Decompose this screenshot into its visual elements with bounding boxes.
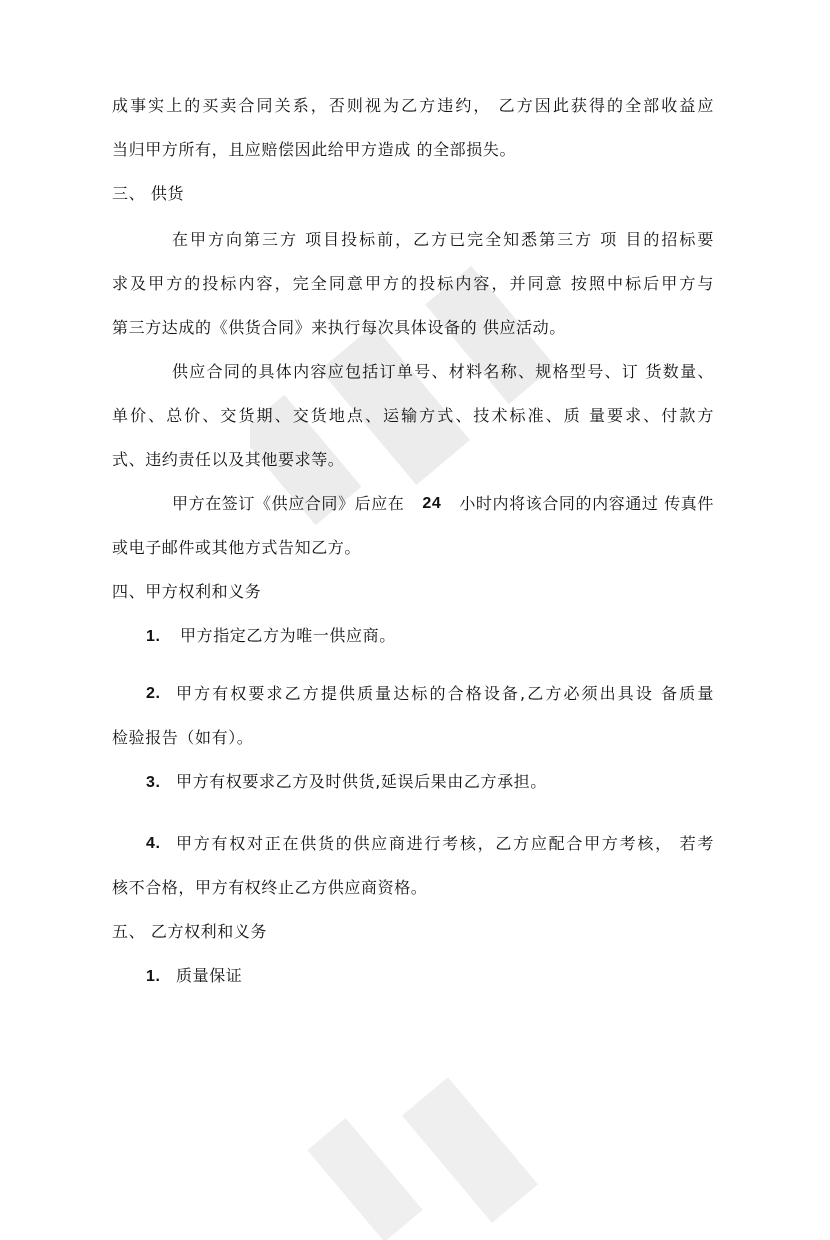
- text-segment: 小时内将该合同的内容通过 传真件: [459, 494, 714, 513]
- section-heading-5: 五、 乙方权利和义务: [112, 922, 268, 941]
- hours-number: 24: [422, 495, 442, 512]
- list-number: 1.: [146, 968, 161, 985]
- paragraph-line: 求及甲方的投标内容，完全同意甲方的投标内容，并同意 按照中标后甲方与: [112, 274, 714, 293]
- list-item: [146, 772, 547, 793]
- list-item: [146, 834, 714, 854]
- paragraph-line: 供应合同的具体内容应包括订单号、材料名称、规格型号、订 货数量、: [172, 362, 714, 381]
- list-number: 1.: [146, 628, 161, 645]
- list-number: 2.: [146, 685, 161, 702]
- paragraph-line: 式、违约责任以及其他要求等。: [112, 450, 345, 469]
- paragraph-line: 在甲方向第三方 项目投标前，乙方已完全知悉第三方 项 目的招标要: [172, 230, 714, 249]
- list-text: 质量保证: [176, 966, 243, 985]
- list-text: 甲方有权要求乙方及时供货,延误后果由乙方承担。: [176, 772, 547, 791]
- list-item: [146, 626, 396, 647]
- paragraph-line: 当归甲方所有，且应赔偿因此给甲方造成 的全部损失。: [112, 140, 517, 159]
- list-text: 甲方指定乙方为唯一供应商。: [180, 626, 396, 645]
- list-number: 3.: [146, 774, 161, 791]
- list-text: 甲方有权对正在供货的供应商进行考核，乙方应配合甲方考核， 若考: [176, 834, 714, 853]
- list-text-continued: 核不合格，甲方有权终止乙方供应商资格。: [112, 878, 428, 897]
- text-segment: 甲方在签订《供应合同》后应在: [172, 494, 405, 513]
- list-text: 甲方有权要求乙方提供质量达标的合格设备,乙方必须出具设 备质量: [176, 684, 714, 703]
- list-number: 4.: [146, 835, 161, 852]
- list-item: [146, 684, 714, 704]
- section-heading-3: 三、 供货: [112, 184, 185, 203]
- list-text-continued: 检验报告（如有）。: [112, 728, 254, 747]
- paragraph-line: 第三方达成的《供货合同》来执行每次具体设备的 供应活动。: [112, 318, 566, 337]
- paragraph-line: 单价、总价、交货期、交货地点、运输方式、技术标准、质 量要求、付款方: [112, 406, 714, 425]
- paragraph-line: 或电子邮件或其他方式告知乙方。: [112, 538, 362, 557]
- paragraph-line: 成事实上的买卖合同关系，否则视为乙方违约， 乙方因此获得的全部收益应: [112, 96, 714, 115]
- list-item: [146, 966, 242, 987]
- paragraph-line: [172, 494, 714, 514]
- watermark-icon: [300, 1040, 600, 1240]
- section-heading-4: 四、甲方权利和义务: [112, 582, 262, 601]
